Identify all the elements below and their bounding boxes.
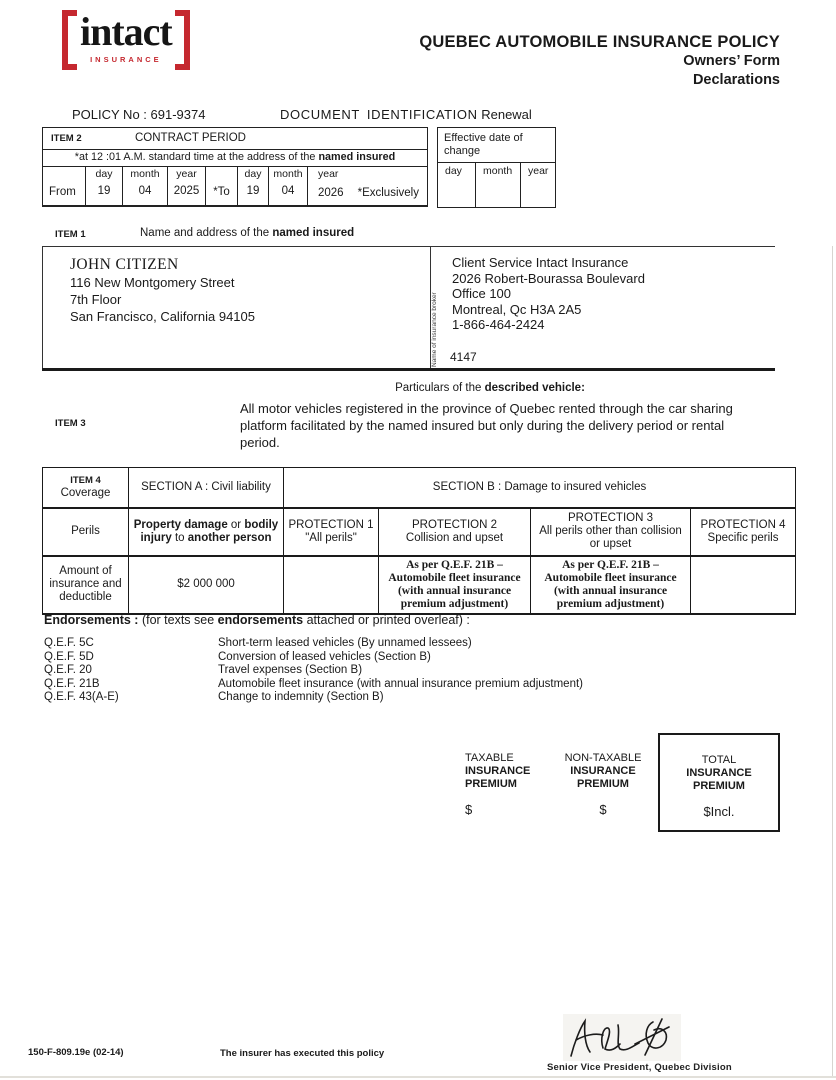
logo-subtext: INSURANCE — [90, 55, 162, 64]
contract-period-table — [42, 127, 428, 207]
intact-logo — [62, 10, 190, 70]
to-day-cell: day 19 — [238, 167, 269, 205]
insured-address-line: 7th Floor — [70, 292, 122, 307]
address-box-bottom-border — [42, 368, 775, 371]
document-identification-value: Renewal — [481, 107, 532, 122]
taxable-premium-block: TAXABLE INSURANCE PREMIUM $ — [465, 752, 585, 816]
broker-line: Montreal, Qc H3A 2A5 — [452, 301, 582, 317]
protection3-amount-cell: As per Q.E.F. 21B – Automobile fleet insurance (with annual insurance premium adjustment) — [531, 556, 691, 614]
protection2-amount-cell: As per Q.E.F. 21B – Automobile fleet insurance (with annual insurance premium adjustment) — [379, 556, 531, 614]
broker-line: 2026 Robert-Bourassa Boulevard — [452, 270, 645, 286]
contract-period-title: CONTRACT PERIOD — [135, 132, 246, 144]
endorsement-row: Q.E.F. 21B Automobile fleet insurance (with annual insurance premium adjustment) — [44, 677, 583, 690]
signer-title: Senior Vice President, Quebec Division — [547, 1062, 732, 1073]
civil-liability-peril-cell: Property damage or bodily injury to another person — [129, 508, 284, 556]
item1-label: ITEM 1 — [55, 229, 86, 240]
protection3-header: PROTECTION 3 All perils other than collision or upset — [531, 508, 691, 556]
total-premium-box: TOTAL INSURANCE PREMIUM $Incl. — [658, 733, 780, 832]
endorsement-row: Q.E.F. 43(A-E) Change to indemnity (Section B) — [44, 691, 384, 703]
item3-label: ITEM 3 — [55, 418, 86, 429]
described-vehicle-heading: Particulars of the described vehicle: — [395, 382, 585, 394]
endorsement-row: Q.E.F. 5C Short-term leased vehicles (By unnamed lessees) — [44, 637, 472, 649]
effective-day-cell: day — [438, 163, 476, 207]
page-edge-right — [832, 246, 833, 1077]
document-identification-label: DOCUMENT IDENTIFICATION — [280, 107, 478, 122]
item4-label-cell: ITEM 4 Coverage — [43, 468, 129, 508]
policy-number-value: 691-9374 — [150, 107, 206, 122]
policy-line — [72, 107, 532, 122]
from-cell: From — [43, 167, 86, 205]
civil-amount-cell: $2 000 000 — [129, 556, 284, 614]
insured-name: JOHN CITIZEN — [70, 256, 179, 273]
broker-line: Office 100 — [452, 286, 512, 301]
endorsement-row: Q.E.F. 20 Travel expenses (Section B) — [44, 664, 363, 676]
non-taxable-premium-block: NON-TAXABLE INSURANCE PREMIUM $ — [543, 752, 663, 816]
address-box-left-border — [42, 246, 43, 370]
broker-address-block — [452, 255, 645, 333]
effective-date-title: Effective date of change — [444, 132, 523, 157]
broker-line: Client Service Intact Insurance — [452, 255, 629, 270]
item1-title: Name and address of the named insured — [140, 227, 355, 239]
executed-statement: The insurer has executed this policy — [220, 1048, 385, 1059]
protection4-header: PROTECTION 4 Specific perils — [691, 508, 796, 556]
document-title-block — [419, 33, 780, 90]
logo-wordmark: intact — [80, 9, 172, 54]
described-vehicle-text: All motor vehicles registered in the province of Quebec rented through the car sharing platform facilitated by the named insured but only during the delivery period or rental period. — [240, 401, 733, 450]
taxable-premium-value: $ — [465, 802, 473, 817]
logo-bracket-right-icon — [175, 10, 190, 70]
address-box-top-border — [42, 246, 775, 247]
broker-vertical-label: Name of insurance broker — [431, 292, 438, 367]
to-month-cell: month 04 — [269, 167, 308, 205]
endorsements-list — [44, 637, 583, 705]
from-day-cell: day 19 — [86, 167, 123, 205]
contract-period-note: *at 12 :01 A.M. standard time at the address of the named insured — [43, 150, 427, 167]
protection4-amount-cell — [691, 556, 796, 614]
total-premium-value: $Incl. — [703, 804, 735, 819]
effective-date-of-change-box — [437, 127, 556, 208]
exclusively-note: *Exclusively — [357, 187, 419, 199]
to-year-cell: year 2026 *Exclusively — [318, 168, 419, 199]
coverage-table — [42, 467, 796, 615]
from-month-cell: month 04 — [123, 167, 168, 205]
endorsements-heading: Endorsements : (for texts see endorsements attached or printed overleaf) : — [44, 613, 470, 627]
page-subtitle-form: Owners’ Form — [683, 53, 780, 69]
protection1-header: PROTECTION 1 "All perils" — [284, 508, 379, 556]
broker-code: 4147 — [450, 350, 477, 364]
perils-label-cell: Perils — [43, 508, 129, 556]
to-cell: *To — [206, 167, 238, 205]
amount-label-cell: Amount of insurance and deductible — [43, 556, 129, 614]
insured-address-line: San Francisco, California 94105 — [70, 309, 255, 324]
page-subtitle-declarations: Declarations — [692, 72, 780, 88]
endorsement-row: Q.E.F. 5D Conversion of leased vehicles (Section B) — [44, 650, 431, 663]
form-number: 150-F-809.19e (02-14) — [28, 1047, 124, 1058]
protection1-amount-cell — [284, 556, 379, 614]
effective-year-cell: year — [528, 165, 549, 177]
page-edge-bottom — [0, 1076, 836, 1078]
page-title: QUEBEC AUTOMOBILE INSURANCE POLICY — [419, 33, 780, 51]
from-year-cell: year 2025 — [168, 167, 206, 205]
section-a-header: SECTION A : Civil liability — [129, 468, 284, 508]
insured-address-line: 116 New Montgomery Street — [70, 275, 235, 290]
broker-line: 1-866-464-2424 — [452, 317, 545, 332]
non-taxable-premium-value: $ — [599, 802, 607, 817]
policy-number-label: POLICY No : — [72, 107, 147, 122]
effective-month-cell: month — [476, 163, 521, 207]
signature-image — [563, 1014, 681, 1061]
insured-address-block — [70, 256, 255, 325]
logo-bracket-left-icon — [62, 10, 77, 70]
section-b-header: SECTION B : Damage to insured vehicles — [284, 468, 796, 508]
protection2-header: PROTECTION 2 Collision and upset — [379, 508, 531, 556]
item2-label: ITEM 2 — [51, 133, 82, 144]
